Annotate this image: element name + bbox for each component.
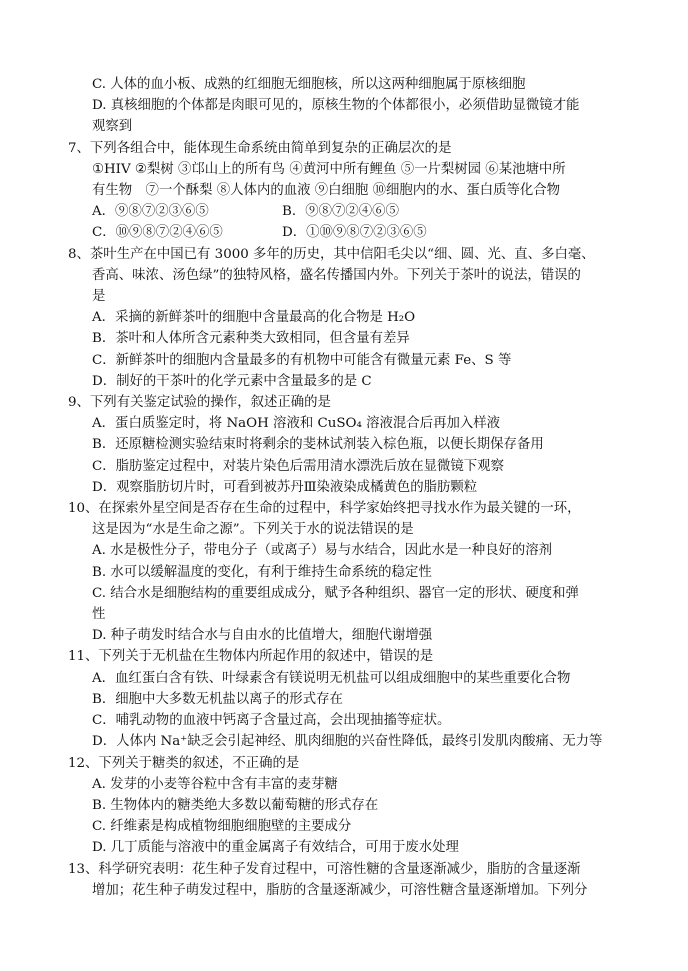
q7-option-a: A．⑨⑧⑦②③⑥⑤ [92,204,209,220]
q11-option-b: B．细胞中大多数无机盐以离子的形式存在 [92,691,343,707]
q11-option-c: C．哺乳动物的血液中钙离子含量过高，会出现抽搐等症状。 [92,713,451,729]
q8-option-d: D．制好的干茶叶的化学元素中含量最多的是 C [92,373,372,389]
q7-items-line2: 有生物 ⑦一个酥梨 ⑧人体内的血液 ⑨白细胞 ⑩细胞内的水、蛋白质等化合物 [92,183,561,199]
q12-option-c: C. 纤维素是构成植物细胞细胞壁的主要成分 [92,819,352,835]
question-13-cont: 增加；花生种子萌发过程中，脂肪的含量逐渐减少，可溶性糖含量逐渐增加。下列分 [92,882,588,898]
q8-option-c: C．新鲜茶叶的细胞内含量最多的有机物中可能含有微量元素 Fe、S 等 [92,352,512,368]
q12-option-d: D. 几丁质能与溶液中的重金属离子有效结合，可用于废水处理 [92,840,459,856]
question-10-cont: 这是因为“水是生命之源”。下列关于水的说法错误的是 [92,522,414,538]
q10-option-c: C. 结合水是细胞结构的重要组成成分，赋予各种组织、器官一定的形状、硬度和弹 [92,585,579,601]
q11-option-a: A．血红蛋白含有铁、叶绿素含有镁说明无机盐可以组成细胞中的某些重要化合物 [92,670,571,686]
question-9: 9、下列有关鉴定试验的操作，叙述正确的是 [68,395,331,411]
q11-option-d: D．人体内 Na⁺缺乏会引起神经、肌肉细胞的兴奋性降低，最终引发肌肉酸痛、无力等 [92,734,603,750]
q10-option-a: A. 水是极性分子，带电分子（或离子）易与水结合，因此水是一种良好的溶剂 [92,543,553,559]
question-12: 12、下列关于糖类的叙述，不正确的是 [68,755,300,771]
q8-option-b: B．茶叶和人体所含元素种类大致相同，但含量有差异 [92,331,410,347]
q6-option-c: C. 人体的血小板、成熟的红细胞无细胞核，所以这两种细胞属于原核细胞 [92,77,526,92]
q10-option-c-cont: 性 [92,607,106,623]
q7-option-b: B．⑨⑧⑦②④⑥⑤ [282,204,399,220]
question-8-cont2: 是 [92,289,106,305]
question-13: 13、科学研究表明：花生种子发育过程中，可溶性糖的含量逐渐减少，脂肪的含量逐渐 [68,861,581,877]
question-11: 11、下列关于无机盐在生物体内所起作用的叙述中，错误的是 [68,649,434,665]
q9-option-b: B．还原糖检测实验结束时将剩余的斐林试剂装入棕色瓶，以便长期保存备用 [92,437,544,453]
q7-options-row2 [92,222,628,243]
question-7: 7、下列各组合中，能体现生命系统由简单到复杂的正确层次的是 [68,140,452,156]
q7-option-d: D．①⑩⑨⑧⑦②③⑥⑤ [282,225,427,241]
q7-options-row1 [92,201,628,222]
q9-option-d: D．观察脂肪切片时，可看到被苏丹Ⅲ染液染成橘黄色的脂肪颗粒 [92,479,478,495]
question-8-cont1: 香高、味浓、汤色绿”的独特风格，盛名传播国内外。下列关于茶叶的说法，错误的 [92,267,581,283]
q6-option-d-cont: 观察到 [92,119,133,135]
q9-option-a: A．蛋白质鉴定时，将 NaOH 溶液和 CuSO₄ 溶液混合后再加入样液 [92,416,501,432]
q10-option-d: D. 种子萌发时结合水与自由水的比值增大，细胞代谢增强 [92,628,433,644]
q7-items-line1: ①HIV ②梨树 ③邙山上的所有鸟 ④黄河中所有鲤鱼 ⑤一片梨树园 ⑥某池塘中所 [92,161,566,177]
q12-option-a: A. 发芽的小麦等谷粒中含有丰富的麦芽糖 [92,776,338,792]
q7-option-c: C．⑩⑨⑧⑦②④⑥⑤ [92,225,223,241]
q9-option-c: C．脂肪鉴定过程中，对装片染色后需用清水漂洗后放在显微镜下观察 [92,458,504,474]
q6-option-d: D. 真核细胞的个体都是肉眼可见的，原核生物的个体都很小，必须借助显微镜才能 [92,98,580,114]
q10-option-b: B. 水可以缓解温度的变化，有利于维持生命系统的稳定性 [92,564,432,580]
question-8: 8、茶叶生产在中国已有 3000 多年的历史，其中信阳毛尖以“细、圆、光、直、多白毫、 [68,246,595,262]
exam-content [68,74,628,901]
question-10: 10、在探索外星空间是否存在生命的过程中，科学家始终把寻找水作为最关键的一环， [68,501,581,517]
q12-option-b: B. 生物体内的糖类绝大多数以葡萄糖的形式存在 [92,797,379,813]
q8-option-a: A．采摘的新鲜茶叶的细胞中含量最高的化合物是 H₂O [92,310,416,326]
